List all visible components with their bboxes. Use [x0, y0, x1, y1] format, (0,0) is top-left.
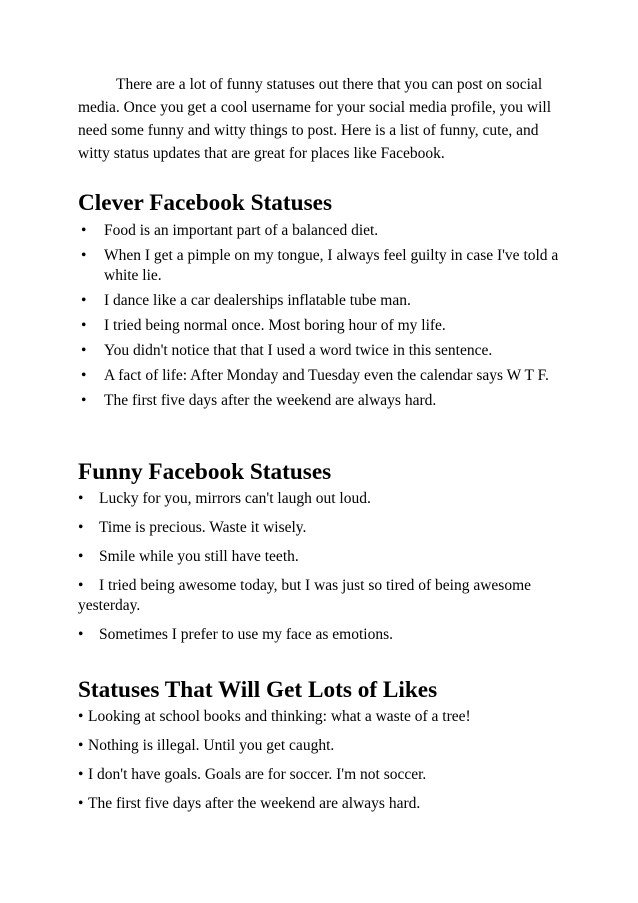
list-item: • You didn't notice that that I used a word twice in this sentence.: [81, 342, 493, 359]
section-heading-likes: Statuses That Will Get Lots of Likes: [78, 677, 438, 703]
bullet-icon: •: [81, 222, 87, 239]
clever-status-list: [78, 221, 568, 416]
bullet-icon: •: [81, 342, 87, 359]
list-item: • Looking at school books and thinking: what a waste of a tree!: [78, 708, 471, 725]
bullet-icon: •: [78, 766, 84, 783]
bullet-icon: •: [78, 737, 84, 754]
bullet-icon: •: [81, 367, 87, 384]
intro-text: There are a lot of funny statuses out there that you can post on social media. Once you get a cool username for your social media profile, you will need some funny and witty things to post. Here is a list of funny, cute, and witty status updates that are great for places like Facebook.: [78, 76, 552, 162]
bullet-icon: •: [78, 626, 84, 643]
list-item: • When I get a pimple on my tongue, I always feel guilty in case I've told a white lie.: [81, 247, 559, 284]
list-item: • Sometimes I prefer to use my face as emotions.: [78, 626, 393, 643]
list-item: • I don't have goals. Goals are for soccer. I'm not soccer.: [78, 766, 427, 783]
bullet-icon: •: [78, 577, 84, 594]
list-item: • The first five days after the weekend are always hard.: [81, 392, 437, 409]
list-item: • The first five days after the weekend are always hard.: [78, 795, 421, 812]
bullet-icon: •: [81, 392, 87, 409]
section-heading-funny: Funny Facebook Statuses: [78, 459, 332, 485]
likes-status-list: [78, 707, 568, 823]
list-item: • I dance like a car dealerships inflatable tube man.: [81, 292, 411, 309]
list-item: • Nothing is illegal. Until you get caught.: [78, 737, 335, 754]
funny-status-list: [78, 489, 568, 654]
bullet-icon: •: [81, 292, 87, 309]
bullet-icon: •: [78, 519, 84, 536]
list-item: • I tried being normal once. Most boring hour of my life.: [81, 317, 446, 334]
list-item: • Lucky for you, mirrors can't laugh out loud.: [78, 490, 371, 507]
bullet-icon: •: [78, 490, 84, 507]
bullet-icon: •: [78, 708, 84, 725]
bullet-icon: •: [81, 247, 87, 264]
list-item: • Time is precious. Waste it wisely.: [78, 519, 307, 536]
bullet-icon: •: [78, 795, 84, 812]
list-item: • Smile while you still have teeth.: [78, 548, 299, 565]
section-heading-clever: Clever Facebook Statuses: [78, 190, 333, 216]
list-item: • Food is an important part of a balanced diet.: [81, 222, 379, 239]
list-item: • I tried being awesome today, but I was just so tired of being awesome yesterday.: [78, 577, 532, 614]
list-item: • A fact of life: After Monday and Tuesday even the calendar says W T F.: [81, 367, 549, 384]
bullet-icon: •: [81, 317, 87, 334]
bullet-icon: •: [78, 548, 84, 565]
intro-paragraph: [78, 73, 568, 165]
